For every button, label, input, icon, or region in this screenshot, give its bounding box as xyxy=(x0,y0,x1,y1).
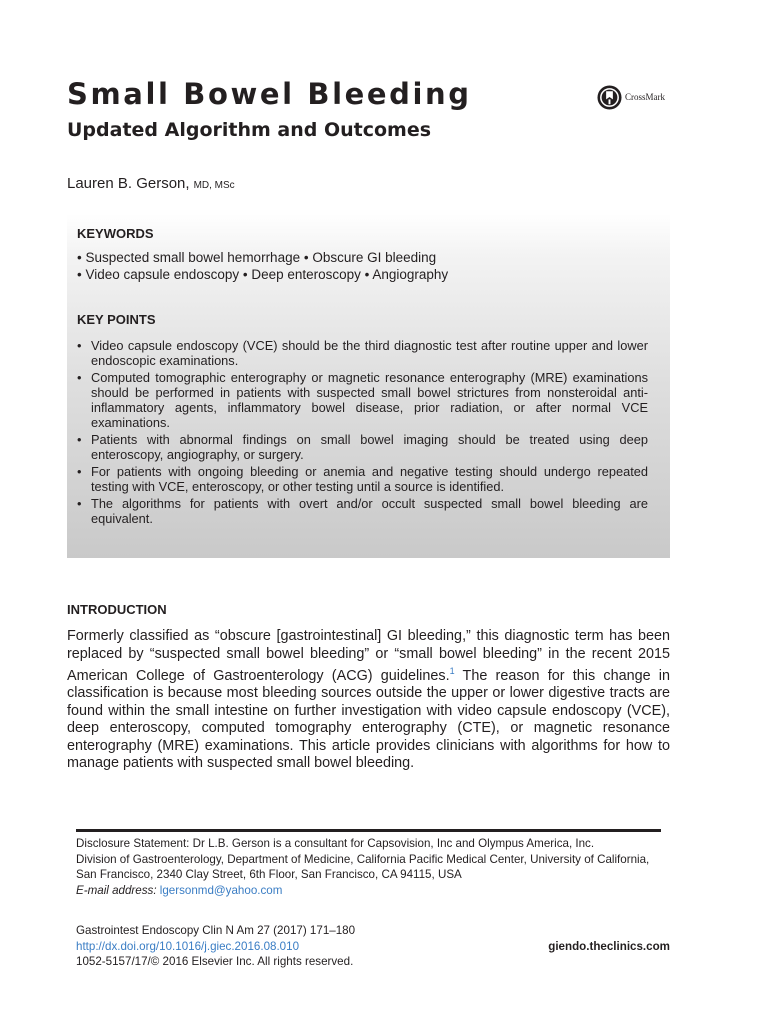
affiliation: Division of Gastroenterology, Department of Medicine, California Pacific Medical Center, University of California, San Francisco, 2340 Clay Street, 6th Floor, San Francisco, CA 94115, USA xyxy=(76,852,650,881)
journal-info xyxy=(76,923,670,970)
crossmark-badge[interactable] xyxy=(597,84,665,110)
bullet: • xyxy=(77,432,82,447)
key-point-text: For patients with ongoing bleeding or anemia and negative testing should undergo repeated testing with VCE, enteroscopy, or other testing until a source is identified. xyxy=(91,464,648,494)
reference-link[interactable]: 1 xyxy=(449,666,455,676)
author-line xyxy=(67,175,235,192)
email-link[interactable]: lgersonmd@yahoo.com xyxy=(159,883,283,897)
key-points-heading: KEY POINTS xyxy=(77,312,156,327)
key-point xyxy=(77,338,648,368)
journal-citation: Gastrointest Endoscopy Clin N Am 27 (2017) 171–180 xyxy=(76,924,356,937)
key-point xyxy=(77,464,648,494)
introduction-paragraph xyxy=(67,628,670,773)
keywords-keypoints-box xyxy=(67,214,670,558)
email-label: E-mail address: xyxy=(76,883,157,897)
bullet: • xyxy=(77,496,82,511)
key-point-text: Computed tomographic enterography or magnetic resonance enterography (MRE) examinations should be performed in patients with suspected small bowel strictures from nonsteroidal anti-inflammatory agents, inflammatory bowel disease, prior radiation, or after normal VCE examinations. xyxy=(91,370,648,430)
key-points-list xyxy=(77,338,648,528)
key-point-text: Patients with abnormal findings on small bowel imaging should be treated using deep enteroscopy, angiography, or surgery. xyxy=(91,432,648,462)
crossmark-label: CrossMark xyxy=(625,92,665,102)
key-point-text: Video capsule endoscopy (VCE) should be the third diagnostic test after routine upper and lower endoscopic examinations. xyxy=(91,338,648,368)
bullet: • xyxy=(77,370,82,385)
intro-text: The reason for this change in classification is because most bleeding sources outside the upper or lower digestive tracts are found within the small intestine on further investigation with video capsule endoscopy (VCE), deep enteroscopy, computed tomography enterography (CTE), or magnetic resonance enterography (MRE) examinations. This article provides clinicians with algorithms for how to manage patients with suspected small bowel bleeding. xyxy=(67,667,670,772)
footer-divider xyxy=(76,829,661,832)
key-point xyxy=(77,370,648,430)
key-point xyxy=(77,496,648,526)
footnotes xyxy=(76,836,661,898)
introduction-heading: INTRODUCTION xyxy=(67,602,167,617)
bullet: • xyxy=(77,464,82,479)
email-line xyxy=(76,883,661,899)
doi-link[interactable]: http://dx.doi.org/10.1016/j.giec.2016.08.010 xyxy=(76,939,300,953)
bullet: • xyxy=(77,338,82,353)
author-degrees: MD, MSc xyxy=(193,180,235,191)
crossmark-icon xyxy=(597,85,622,110)
keywords-line: • Suspected small bowel hemorrhage • Obscure GI bleeding xyxy=(77,250,437,265)
journal-site: giendo.theclinics.com xyxy=(548,939,670,953)
keywords-line: • Video capsule endoscopy • Deep enteroscopy • Angiography xyxy=(77,267,449,282)
article-subtitle: Updated Algorithm and Outcomes xyxy=(67,119,432,141)
key-point-text: The algorithms for patients with overt and/or occult suspected small bowel bleeding are equivalent. xyxy=(91,496,648,526)
disclosure-statement: Disclosure Statement: Dr L.B. Gerson is a consultant for Capsovision, Inc and Olympus America, Inc. xyxy=(76,837,595,850)
keywords-heading: KEYWORDS xyxy=(77,226,154,241)
key-point xyxy=(77,432,648,462)
copyright: 1052-5157/17/© 2016 Elsevier Inc. All rights reserved. xyxy=(76,955,354,968)
article-title: Small Bowel Bleeding xyxy=(67,77,472,111)
intro-text: Formerly classified as “obscure [gastrointestinal] GI bleeding,” this diagnostic term has been replaced by “suspected small bowel bleeding” or “small bowel bleeding” in the recent 2015 American College of Gastroenterology (ACG) guidelines. xyxy=(67,628,670,684)
author-name: Lauren B. Gerson, xyxy=(67,175,190,192)
